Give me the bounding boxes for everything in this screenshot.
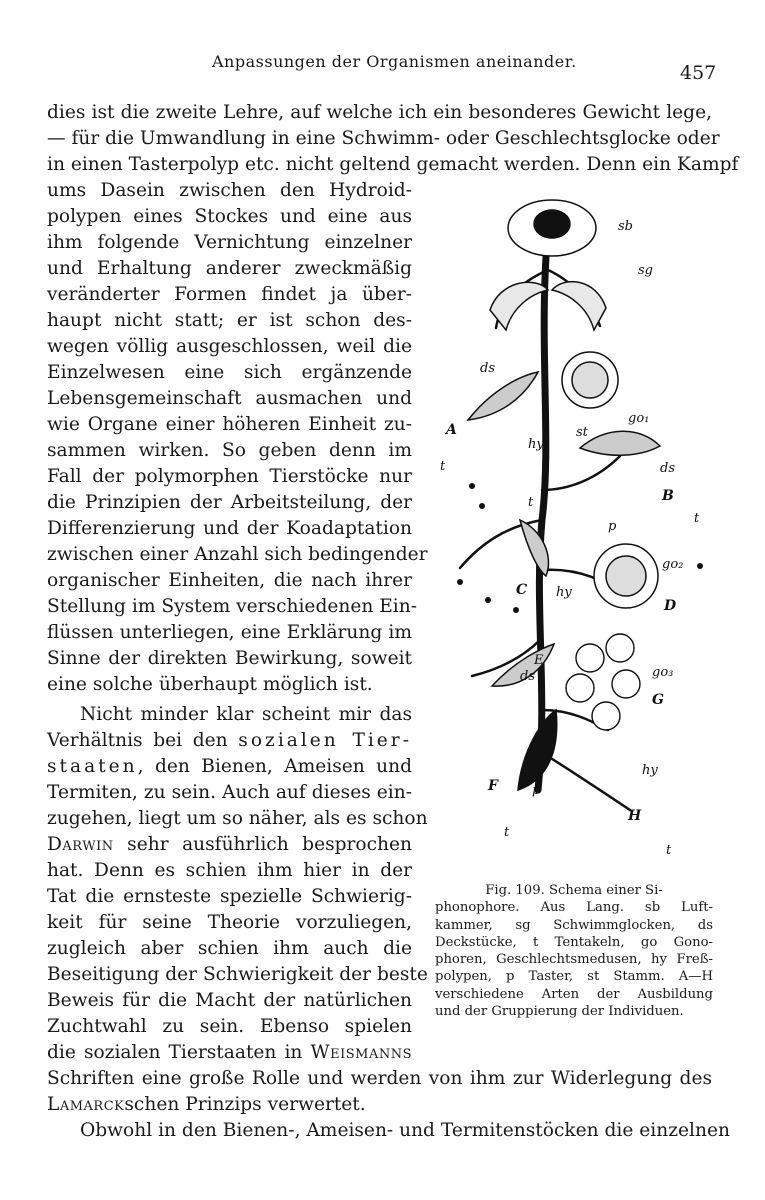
text-line: polypen eines Stockes und eine aus — [47, 206, 412, 227]
text-line: veränderter Formen findet ja über- — [47, 284, 412, 305]
text-line: zugleich aber schien ihm auch die — [47, 938, 412, 959]
spaced-text: sozialen Tier- — [238, 730, 412, 751]
text-span: Verhältnis bei den — [47, 730, 239, 751]
text-line: Schriften eine große Rolle und werden von ihm zur Widerlegung des — [47, 1068, 712, 1089]
figure-caption — [435, 882, 713, 1020]
text-line: Differenzierung und der Koadaptation — [47, 518, 412, 539]
text-line: Zuchtwahl zu sein. Ebenso spielen — [47, 1016, 412, 1037]
label-D: D — [664, 598, 677, 614]
author-name: Weismanns — [310, 1042, 412, 1063]
caption-line: Deckstücke, t Tentakeln, go Gono- — [435, 934, 713, 950]
caption-line: phonophore. Aus Lang. sb Luft- — [435, 900, 713, 916]
text-line: Einzelwesen eine sich ergänzende — [47, 362, 412, 383]
text-line: Fall der polymorphen Tierstöcke nur — [47, 466, 412, 487]
siphonophore-figure — [430, 190, 730, 870]
text-line — [47, 1092, 712, 1118]
text-line: — für die Umwandlung in eine Schwimm- oder Geschlechtsglocke oder — [47, 128, 720, 149]
text-line: eine solche überhaupt möglich ist. — [47, 674, 373, 695]
label-hy: hy — [642, 763, 658, 778]
text-line: flüssen unterliegen, eine Erklärung im — [47, 622, 412, 643]
caption-line: Fig. 109. Schema einer Si- — [485, 883, 663, 898]
label-st: st — [576, 425, 588, 440]
text-line: ums Dasein zwischen den Hydroid- — [47, 180, 412, 201]
running-head: Anpassungen der Organismen aneinander. — [212, 52, 577, 71]
label-p: p — [608, 519, 617, 534]
text-line: hat. Denn es schien ihm hier in der — [47, 860, 412, 881]
text-span: die sozialen Tierstaaten in — [47, 1042, 311, 1063]
caption-line: und der Gruppierung der Individuen. — [435, 1004, 684, 1020]
label-t: t — [504, 825, 510, 840]
text-span: schen Prinzips verwertet. — [124, 1094, 366, 1115]
label-sb: sb — [618, 219, 633, 234]
label-t: t — [528, 495, 534, 510]
text-line: in einen Tasterpolyp etc. nicht geltend gemacht werden. Denn ein Kampf — [47, 154, 739, 175]
text-span: sehr ausführlich besprochen — [113, 834, 412, 855]
text-line: Termiten, zu sein. Auch auf dieses ein- — [47, 782, 412, 803]
text-line: wegen völlig ausgeschlossen, weil die — [47, 336, 412, 357]
author-name: Lamarck — [47, 1094, 125, 1115]
text-line: sammen wirken. So geben denn im — [47, 440, 412, 461]
label-B: B — [662, 488, 674, 504]
label-go3: go₃ — [652, 665, 674, 680]
siphonophore-illustration — [430, 190, 730, 870]
label-G: G — [652, 692, 664, 708]
label-go1: go₁ — [628, 411, 650, 426]
label-t: t — [440, 459, 446, 474]
label-ds: ds — [520, 669, 535, 684]
text-line: keit für seine Theorie vorzuliegen, — [47, 912, 412, 933]
text-line: und Erhaltung anderer zweckmäßig — [47, 258, 412, 279]
text-line: Lebensgemeinschaft ausmachen und — [47, 388, 412, 409]
author-name: Darwin — [47, 834, 114, 855]
text-line: dies ist die zweite Lehre, auf welche ich ein besonderes Gewicht lege, — [47, 102, 712, 123]
label-p: p — [532, 783, 541, 798]
text-line: zugehen, liegt um so näher, als es schon — [47, 808, 428, 829]
spaced-text: staaten — [47, 756, 138, 777]
text-line: zwischen einer Anzahl sich bedingender — [47, 544, 428, 565]
label-hy: hy — [556, 585, 572, 600]
label-sg: sg — [638, 263, 653, 278]
label-ds: ds — [660, 461, 675, 476]
text-line: Obwohl in den Bienen-, Ameisen- und Termitenstöcken die einzelnen — [80, 1120, 730, 1141]
text-line — [47, 1040, 412, 1066]
label-t: t — [694, 511, 700, 526]
text-span: , den Bienen, Ameisen und — [137, 756, 412, 777]
text-line: ihm folgende Vernichtung einzelner — [47, 232, 412, 253]
text-line: organischer Einheiten, die nach ihrer — [47, 570, 412, 591]
label-F: F — [488, 778, 498, 794]
label-hy: hy — [528, 437, 544, 452]
caption-line: kammer, sg Schwimmglocken, ds — [435, 917, 713, 933]
page-number: 457 — [680, 62, 717, 84]
label-A: A — [446, 422, 457, 438]
text-line: Sinne der direkten Bewirkung, soweit — [47, 648, 412, 669]
text-line — [47, 728, 412, 754]
label-H: H — [628, 808, 642, 824]
label-t: t — [666, 843, 672, 858]
caption-line: polypen, p Taster, st Stamm. A—H — [435, 969, 713, 985]
text-line — [47, 832, 412, 858]
label-E: E — [534, 653, 544, 668]
label-C: C — [516, 582, 528, 598]
label-go2: go₂ — [662, 557, 684, 572]
text-line: Tat die ernsteste spezielle Schwierig- — [47, 886, 412, 907]
caption-line: phoren, Geschlechtsmedusen, hy Freß- — [435, 952, 713, 968]
text-line: haupt nicht statt; er ist schon des- — [47, 310, 412, 331]
text-line: Beseitigung der Schwierigkeit der beste — [47, 964, 428, 985]
text-line: die Prinzipien der Arbeitsteilung, der — [47, 492, 412, 513]
text-line: Stellung im System verschiedenen Ein- — [47, 596, 417, 617]
text-line: Nicht minder klar scheint mir das — [80, 704, 412, 725]
page-header — [0, 52, 765, 84]
text-line: wie Organe einer höheren Einheit zu- — [47, 414, 412, 435]
text-line — [47, 754, 412, 780]
text-line: Beweis für die Macht der natürlichen — [47, 990, 412, 1011]
label-ds: ds — [480, 361, 495, 376]
caption-line: verschiedene Arten der Ausbildung — [435, 986, 713, 1002]
